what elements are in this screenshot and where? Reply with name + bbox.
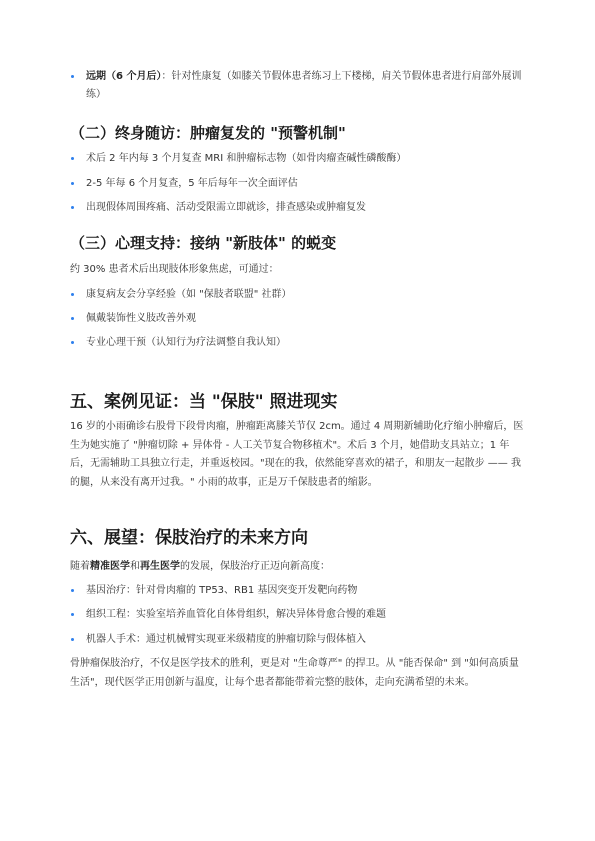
outlook-item-2: 组织工程：实验室培养血管化自体骨组织，解决异体骨愈合慢的难题 <box>86 609 386 620</box>
list-item <box>70 175 525 193</box>
psych-item-1: 康复病友会分享经验（如 "保肢者联盟" 社群） <box>86 289 292 300</box>
outlook-item-1: 基因治疗：针对骨肉瘤的 TP53、RB1 基因突变开发靶向药物 <box>86 585 358 596</box>
outlook-intro-post: 的发展，保肢治疗正迈向新高度： <box>180 561 330 572</box>
outlook-intro-mid: 和 <box>130 561 140 572</box>
list-item <box>70 310 525 328</box>
followup-item-1: 术后 2 年内每 3 个月复查 MRI 和肿瘤标志物（如骨肉瘤查碱性磷酸酶） <box>86 153 407 164</box>
list-item <box>70 150 525 168</box>
bullet-dot <box>71 638 74 641</box>
followup-item-2: 2-5 年每 6 个月复查，5 年后每年一次全面评估 <box>86 178 298 189</box>
outlook-intro-pre: 随着 <box>70 561 90 572</box>
conclusion-paragraph: 骨肿瘤保肢治疗，不仅是医学技术的胜利，更是对 "生命尊严" 的捍卫。从 "能否保命" 到 "如何高质量生活"，现代医学正用创新与温度，让每个患者都能带着完整的肢体，走向充满希望的未来。 <box>70 658 519 688</box>
heading-outlook: 六、展望：保肢治疗的未来方向 <box>70 528 308 548</box>
bullet-dot <box>71 317 74 320</box>
bullet-dot <box>71 613 74 616</box>
heading-psych: （三）心理支持：接纳 "新肢体" 的蜕变 <box>70 234 337 252</box>
list-item <box>70 631 525 649</box>
psych-intro: 约 30% 患者术后出现肢体形象焦虑，可通过： <box>70 264 279 275</box>
bullet-dot <box>71 157 74 160</box>
outlook-item-3: 机器人手术：通过机械臂实现亚米级精度的肿瘤切除与假体植入 <box>86 634 366 645</box>
long-term-text: ：针对性康复（如膝关节假体患者练习上下楼梯，肩关节假体患者进行肩部外展训练） <box>86 71 522 100</box>
bullet-dot <box>71 341 74 344</box>
list-item <box>70 286 525 304</box>
list-item <box>70 334 525 352</box>
bullet-dot <box>71 206 74 209</box>
followup-item-3: 出现假体周围疼痛、活动受限需立即就诊，排查感染或肿瘤复发 <box>86 202 366 213</box>
outlook-intro-bold-2: 再生医学 <box>140 561 180 572</box>
bullet-dot <box>71 589 74 592</box>
psych-item-3: 专业心理干预（认知行为疗法调整自我认知） <box>86 337 286 348</box>
list-item-long-term <box>70 68 525 104</box>
bullet-dot <box>71 75 74 78</box>
bullet-dot <box>71 293 74 296</box>
long-term-label: 远期（6 个月后） <box>86 71 162 82</box>
heading-case: 五、案例见证：当 "保肢" 照进现实 <box>70 392 338 412</box>
outlook-intro-bold-1: 精准医学 <box>90 561 130 572</box>
case-paragraph: 16 岁的小雨确诊右股骨下段骨肉瘤，肿瘤距离膝关节仅 2cm。通过 4 周期新辅助化疗缩小肿瘤后，医生为她实施了 "肿瘤切除 + 异体骨 - 人工关节复合物移植术"。术后 3 个月，她借助支具站立；1 年后，无需辅助工具独立行走，并重返校园。"现在的我，依然能穿喜欢的裙子，和朋友一起散步 —— 我的腿，从来没有离开过我。" 小雨的故事，正是万千保肢患者的缩影。 <box>70 421 524 488</box>
list-item <box>70 199 525 217</box>
heading-followup: （二）终身随访：肿瘤复发的 "预警机制" <box>70 124 346 142</box>
outlook-intro <box>70 558 525 577</box>
list-item <box>70 606 525 624</box>
bullet-dot <box>71 182 74 185</box>
list-item <box>70 582 525 600</box>
psych-item-2: 佩戴装饰性义肢改善外观 <box>86 313 196 324</box>
